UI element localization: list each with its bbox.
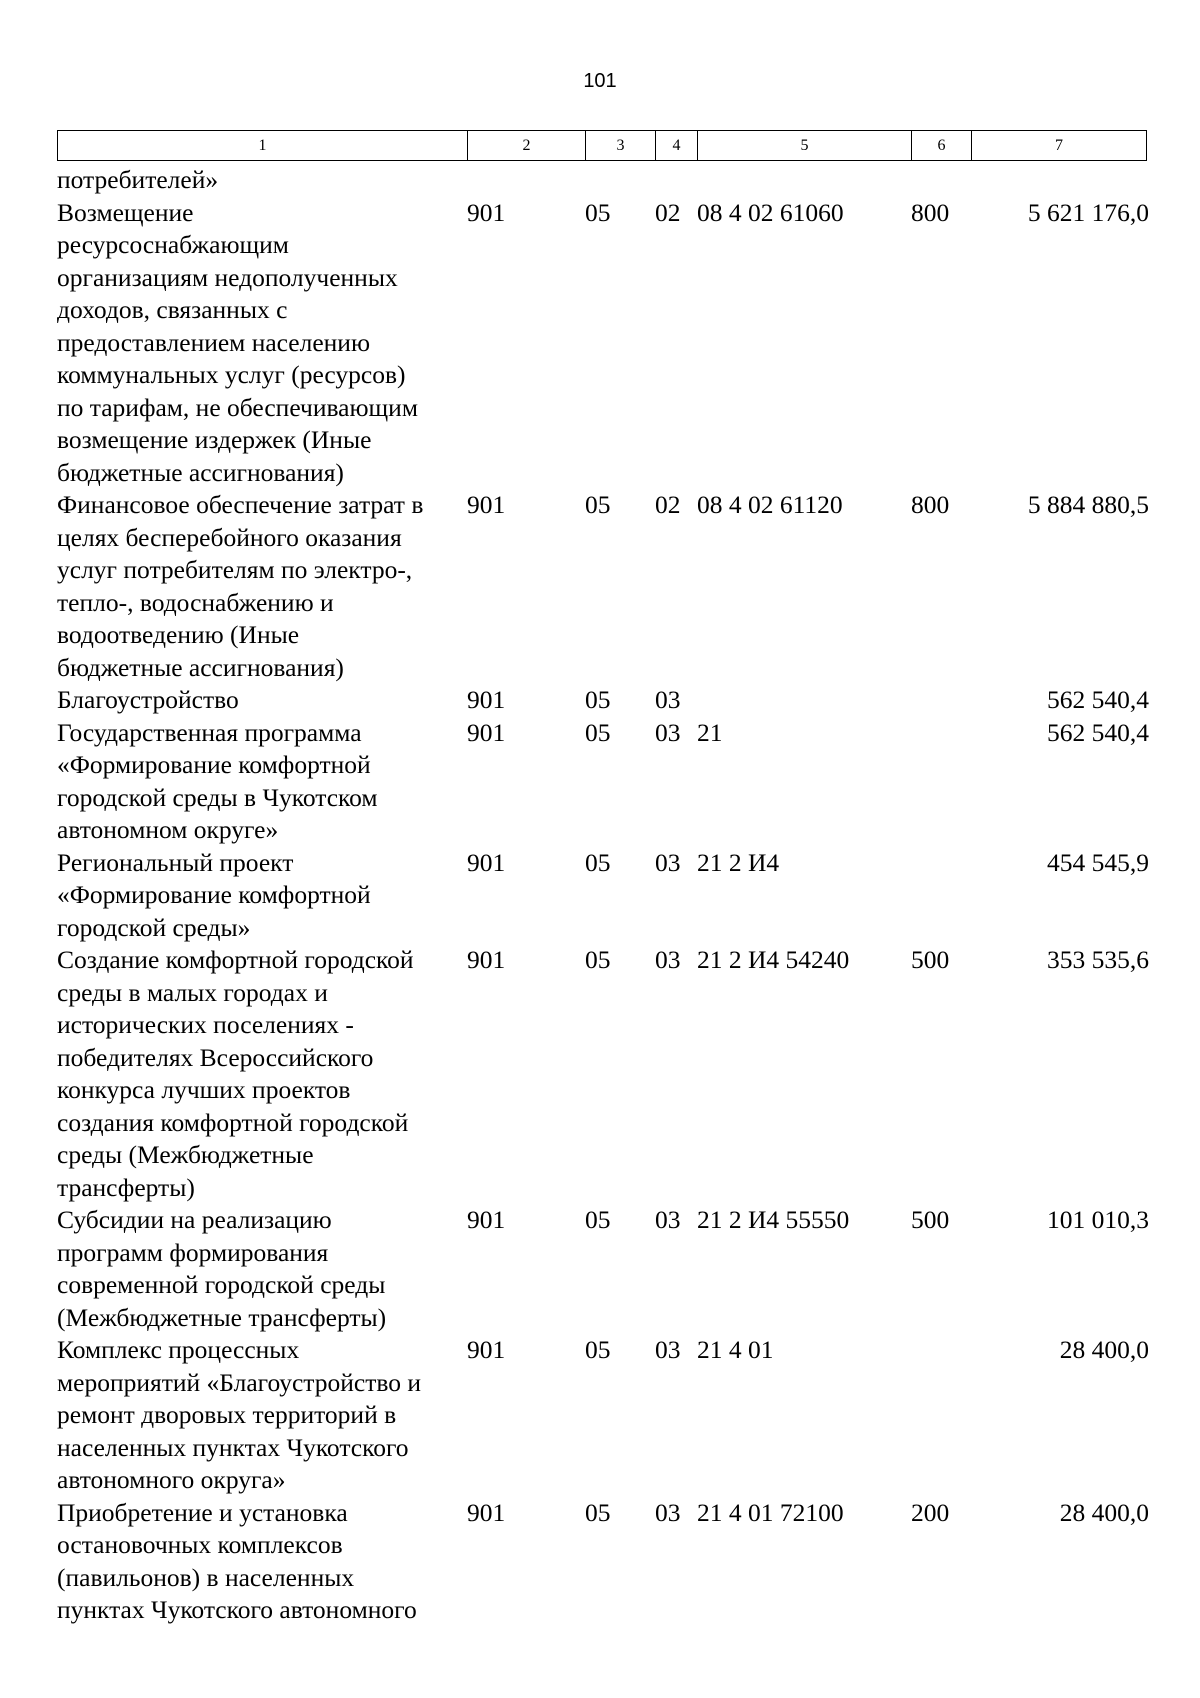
row-code-901: 901	[467, 1205, 506, 1234]
row-subsection: 02	[655, 490, 681, 519]
row-subsection: 03	[655, 1497, 681, 1527]
row-code-901: 901	[467, 685, 506, 714]
row-target-article: 21 4 01 72100	[697, 1497, 844, 1527]
row-name: Создание комфортной городской среды в малых городах и исторических поселениях - победителях Всероссийского конкурса лучших проектов создания комфортной городской среды (Межбюджетные трансферты)	[57, 945, 414, 1202]
row-expense-type: 800	[911, 197, 950, 227]
row-code-901: 901	[467, 1335, 506, 1364]
row-expense-type: 500	[911, 1205, 950, 1234]
table-row	[57, 944, 1149, 1204]
row-amount: 5 621 176,0	[1027, 197, 1149, 227]
header-cell: 7	[972, 131, 1147, 161]
header-cell: 1	[58, 131, 468, 161]
row-amount: 562 540,4	[1047, 717, 1149, 747]
header-cell: 4	[656, 131, 698, 161]
budget-table-body	[57, 164, 1149, 1627]
row-amount: 353 535,6	[1047, 945, 1149, 974]
row-code-901: 901	[467, 717, 506, 747]
row-name: Региональный проект «Формирование комфортной городской среды»	[57, 847, 371, 942]
row-name: Приобретение и установка остановочных комплексов (павильонов) в населенных пунктах Чукотского автономного	[57, 1497, 417, 1624]
row-code-901: 901	[467, 490, 506, 519]
row-name: Финансовое обеспечение затрат в целях бесперебойного оказания услуг потребителям по электро-, тепло-, водоснабжению и водоотведению (Иные бюджетные ассигнования)	[57, 490, 424, 682]
row-target-article: 08 4 02 61060	[697, 197, 844, 227]
table-row	[57, 1334, 1149, 1497]
table-row	[57, 684, 1149, 717]
header-cell: 5	[698, 131, 912, 161]
row-code-901: 901	[467, 1497, 506, 1527]
row-target-article: 21 2 И4	[697, 847, 780, 877]
row-amount: 454 545,9	[1047, 847, 1149, 877]
header-cell: 6	[912, 131, 972, 161]
row-expense-type: 800	[911, 490, 950, 519]
row-section: 05	[585, 1497, 611, 1527]
row-target-article: 21	[697, 717, 723, 747]
table-row	[57, 847, 1149, 945]
table-row	[57, 1204, 1149, 1334]
row-section: 05	[585, 945, 611, 974]
table-row	[57, 717, 1149, 847]
row-section: 05	[585, 197, 611, 227]
header-cell: 2	[468, 131, 586, 161]
row-section: 05	[585, 490, 611, 519]
row-name: Субсидии на реализацию программ формирования современной городской среды (Межбюджетные трансферты)	[57, 1205, 387, 1332]
row-name: потребителей»	[57, 165, 219, 194]
row-section: 05	[585, 1335, 611, 1364]
row-subsection: 03	[655, 1205, 681, 1234]
row-expense-type: 200	[911, 1497, 950, 1527]
row-name: Благоустройство	[57, 685, 239, 714]
row-target-article: 21 2 И4 55550	[697, 1205, 850, 1234]
row-amount: 562 540,4	[1047, 685, 1149, 714]
row-subsection: 02	[655, 197, 681, 227]
row-name: Комплекс процессных мероприятий «Благоустройство и ремонт дворовых территорий в населенных пунктах Чукотского автономного округа»	[57, 1335, 422, 1494]
row-section: 05	[585, 1205, 611, 1234]
row-section: 05	[585, 847, 611, 877]
row-code-901: 901	[467, 847, 506, 877]
row-amount: 28 400,0	[1059, 1335, 1149, 1364]
row-subsection: 03	[655, 847, 681, 877]
row-subsection: 03	[655, 717, 681, 747]
row-section: 05	[585, 717, 611, 747]
table-row	[57, 197, 1149, 490]
row-code-901: 901	[467, 197, 506, 227]
row-name: Государственная программа «Формирование комфортной городской среды в Чукотском автономном округе»	[57, 717, 378, 844]
row-name: Возмещение ресурсоснабжающим организациям недополученных доходов, связанных с предоставлением населению коммунальных услуг (ресурсов) по тарифам, не обеспечивающим возмещение издержек (Иные бюджетные ассигнования)	[57, 197, 418, 487]
row-amount: 101 010,3	[1047, 1205, 1149, 1234]
row-subsection: 03	[655, 945, 681, 974]
row-code-901: 901	[467, 945, 506, 974]
row-target-article: 21 4 01	[697, 1335, 774, 1364]
page-number: 101	[583, 70, 617, 92]
table-row	[57, 1497, 1149, 1627]
table-row	[57, 489, 1149, 684]
header-cell: 3	[586, 131, 656, 161]
table-row	[57, 164, 1149, 197]
row-expense-type: 500	[911, 945, 950, 974]
column-header-table	[57, 130, 1147, 161]
row-subsection: 03	[655, 685, 681, 714]
row-target-article: 21 2 И4 54240	[697, 945, 850, 974]
row-amount: 5 884 880,5	[1027, 490, 1149, 519]
row-subsection: 03	[655, 1335, 681, 1364]
row-target-article: 08 4 02 61120	[697, 490, 843, 519]
header-row	[58, 131, 1147, 161]
row-section: 05	[585, 685, 611, 714]
row-amount: 28 400,0	[1059, 1497, 1149, 1527]
